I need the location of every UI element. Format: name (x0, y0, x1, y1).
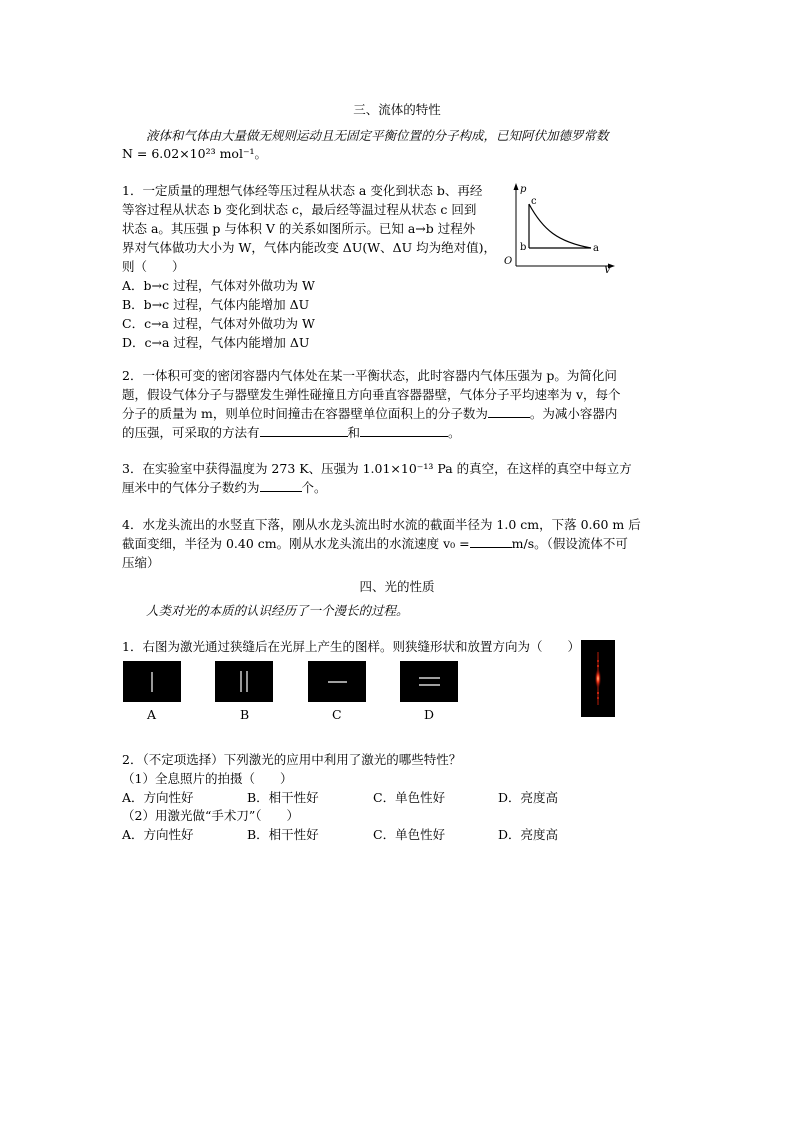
slit-option-d (400, 661, 458, 702)
s4-q2-sub1-option-a: A．方向性好 (122, 790, 194, 805)
origin-label: O (504, 256, 513, 267)
slit-label-d: D (424, 707, 435, 722)
q2-line-3-text-b: 。为减小容器内 (529, 406, 618, 421)
slit-option-a (123, 661, 181, 702)
q4-line-2-text-a: 截面变细，半径为 0.40 cm。刚从水龙头流出的水流速度 v₀ = (122, 536, 470, 551)
section-3-title: 三、流体的特性 (353, 102, 441, 117)
process-ca (529, 204, 591, 248)
pv-graph (498, 180, 618, 276)
q1-line-3: 状态 a。其压强 p 与体积 V 的关系如图所示。已知 a→b 过程外 (122, 221, 476, 236)
p-axis-arrow (514, 183, 519, 190)
q3-line-1: 3．在实验室中获得温度为 273 K、压强为 1.01×10⁻¹³ Pa 的真空，在这样的真空中每立方 (122, 461, 632, 476)
slit-label-b: B (240, 707, 250, 722)
slit-option-b (215, 661, 273, 702)
q4-blank[interactable] (470, 535, 512, 548)
s4-q2-sub2: （2）用激光做“手术刀”（ ） (122, 808, 299, 823)
q2-blank-2[interactable] (260, 424, 348, 437)
q2-line-4-text-c: 。 (448, 425, 461, 440)
point-b-label: b (520, 242, 527, 253)
section-4-title: 四、光的性质 (359, 579, 435, 594)
point-c-label: c (531, 196, 537, 207)
s4-q2-sub2-option-a: A．方向性好 (122, 827, 194, 842)
q3-line-2-text-b: 个。 (301, 480, 327, 495)
q1-option-d: D．c→a 过程，气体内能增加 ΔU (122, 335, 310, 350)
q3-line-2-text-a: 厘米中的气体分子数约为 (122, 480, 260, 495)
q1-line-1: 1．一定质量的理想气体经等压过程从状态 a 变化到状态 b、再经 (122, 183, 483, 198)
s4-q2-sub1-option-d: D．亮度高 (498, 790, 559, 805)
slit-label-a: A (147, 707, 157, 722)
section-3-intro-line1: 液体和气体由大量做无规则运动且无固定平衡位置的分子构成，已知阿伏加德罗常数 (146, 128, 609, 143)
q4-line-1: 4．水龙头流出的水竖直下落，刚从水龙头流出时水流的截面半径为 1.0 cm，下落 0.60 m 后 (122, 517, 641, 532)
q1-option-b: B．b→c 过程，气体内能增加 ΔU (122, 297, 310, 312)
p-axis-label: p (520, 184, 527, 195)
q3-line-2 (122, 478, 327, 496)
section-3-intro-line2: N = 6.02×10²³ mol⁻¹。 (122, 146, 268, 161)
q3-blank[interactable] (260, 479, 302, 492)
q4-line-3: 压缩） (122, 555, 160, 570)
s4-q2-text: 2．（不定项选择）下列激光的应用中利用了激光的哪些特性？ (122, 752, 462, 767)
q1-option-a: A．b→c 过程，气体对外做功为 W (122, 278, 315, 293)
q2-line-3 (122, 404, 617, 422)
q1-option-c: C．c→a 过程，气体对外做功为 W (122, 316, 315, 331)
q1-line-4: 界对气体做功大小为 W，气体内能改变 ΔU(W、ΔU 均为绝对值)， (122, 240, 496, 255)
s4-q2-sub1-option-b: B．相干性好 (247, 790, 319, 805)
point-a-label: a (593, 243, 599, 254)
q1-line-5: 则（ ） (122, 259, 185, 274)
pv-graph-svg (498, 180, 618, 276)
s4-q2-sub1-option-c: C．单色性好 (373, 790, 446, 805)
q4-line-2 (122, 534, 628, 552)
q2-line-3-text-a: 分子的质量为 m，则单位时间撞击在容器壁单位面积上的分子数为 (122, 406, 488, 421)
q2-line-4-text-a: 的压强，可采取的方法有 (122, 425, 260, 440)
s4-q2-sub2-option-b: B．相干性好 (247, 827, 319, 842)
q2-line-1: 2．一体积可变的密闭容器内气体处在某一平衡状态，此时容器内气体压强为 p。为简化问 (122, 368, 617, 383)
q2-blank-1[interactable] (488, 405, 530, 418)
q4-line-2-text-b: m/s。（假设流体不可 (511, 536, 628, 551)
s4-q2-sub2-option-d: D．亮度高 (498, 827, 559, 842)
s4-q2-sub1: （1）全息照片的拍摄（ ） (122, 771, 293, 786)
slit-option-c (308, 661, 366, 702)
q2-blank-3[interactable] (360, 424, 448, 437)
section-4-intro: 人类对光的本质的认识经历了一个漫长的过程。 (146, 603, 409, 618)
q2-line-4 (122, 423, 461, 441)
s4-q2-sub2-option-c: C．单色性好 (373, 827, 446, 842)
v-axis-label: V (604, 265, 612, 276)
slit-label-c: C (332, 707, 342, 722)
q2-line-4-text-b: 和 (347, 425, 361, 440)
s4-q1-text: 1．右图为激光通过狭缝后在光屏上产生的图样。则狭缝形状和放置方向为（ ） (122, 639, 580, 654)
diffraction-pattern-image (581, 640, 615, 717)
q1-line-2: 等容过程从状态 b 变化到状态 c，最后经等温过程从状态 c 回到 (122, 202, 477, 217)
q2-line-2: 题，假设气体分子与器壁发生弹性碰撞且方向垂直容器器壁，气体分子平均速率为 v，每个 (122, 387, 621, 402)
